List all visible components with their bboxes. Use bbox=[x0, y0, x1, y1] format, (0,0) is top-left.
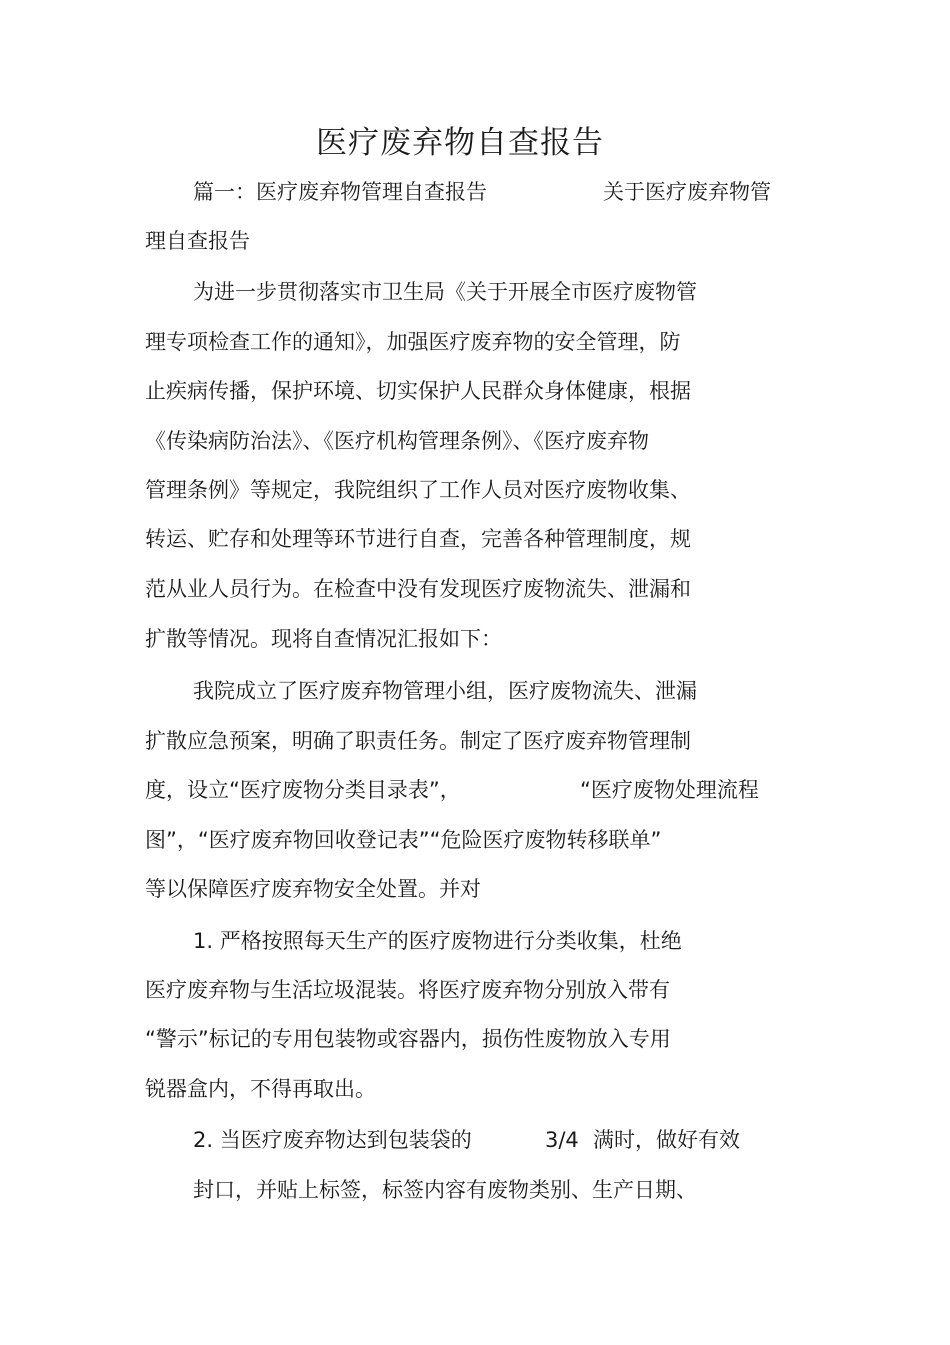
text-line: 管理条例》等规定，我院组织了工作人员对医疗废物收集、 bbox=[145, 478, 691, 502]
text-line: 篇一：医疗废弃物管理自查报告 bbox=[193, 180, 487, 204]
text-line: 医疗废弃物与生活垃圾混装。将医疗废弃物分别放入带有 bbox=[145, 978, 670, 1002]
text-line: 理自查报告 bbox=[145, 229, 250, 253]
text-line: 范从业人员行为。在检查中没有发现医疗废物流失、泄漏和 bbox=[145, 577, 691, 601]
text-line: 为进一步贯彻落实市卫生局《关于开展全市医疗废物管 bbox=[193, 280, 697, 304]
text-line: 《传染病防治法》、《医疗机构管理条例》、《医疗废弃物 bbox=[145, 429, 649, 453]
text-line: 扩散应急预案，明确了职责任务。制定了医疗废弃物管理制 bbox=[145, 729, 691, 753]
text-line: 图”，“医疗废弃物回收登记表”“危险医疗废物转移联单” bbox=[145, 828, 662, 852]
text-line: 锐器盒内，不得再取出。 bbox=[145, 1077, 376, 1101]
text-line: 等以保障医疗废弃物安全处置。并对 bbox=[145, 877, 481, 901]
text-line: 止疾病传播，保护环境、切实保护人民群众身体健康，根据 bbox=[145, 379, 691, 403]
text-line: 1. 严格按照每天生产的医疗废物进行分类收集，杜绝 bbox=[193, 929, 682, 953]
text-line: 转运、贮存和处理等环节进行自查，完善各种管理制度，规 bbox=[145, 527, 691, 551]
text-line: 3/4 bbox=[545, 1128, 579, 1152]
text-line: “医疗废物处理流程 bbox=[580, 778, 759, 802]
text-line: “警示”标记的专用包装物或容器内，损伤性废物放入专用 bbox=[145, 1027, 671, 1051]
text-line: 封口，并贴上标签，标签内容有废物类别、生产日期、 bbox=[193, 1178, 697, 1202]
text-line: 理专项检查工作的通知》，加强医疗废弃物的安全管理，防 bbox=[145, 330, 681, 354]
text-line: 2. 当医疗废弃物达到包装袋的 bbox=[193, 1128, 472, 1152]
text-line: 满时，做好有效 bbox=[593, 1128, 740, 1152]
document-title: 医疗废弃物自查报告 bbox=[316, 125, 604, 161]
text-line: 我院成立了医疗废弃物管理小组，医疗废物流失、泄漏 bbox=[193, 679, 697, 703]
text-line: 扩散等情况。现将自查情况汇报如下： bbox=[145, 627, 502, 651]
text-line: 关于医疗废弃物管 bbox=[603, 180, 771, 204]
text-line: 度，设立“医疗废物分类目录表”， bbox=[145, 778, 461, 802]
